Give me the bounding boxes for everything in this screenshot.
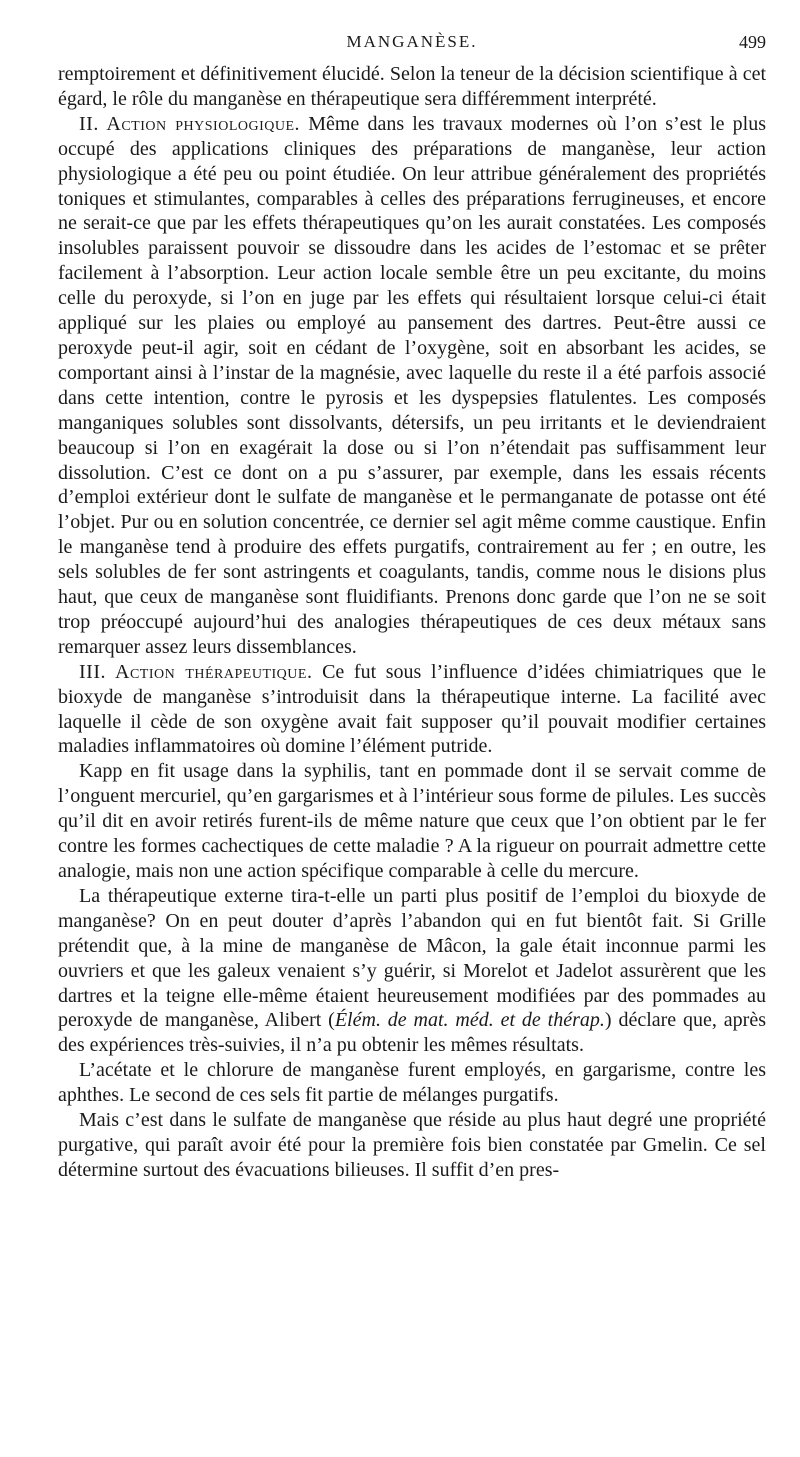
paragraph: [58, 759, 766, 884]
paragraph-text: remptoirement et définitivement élucidé. Selon la teneur de la décision scientifique à cet égard, le rôle du manganèse en thérapeutique sera différemment interprété.: [58, 63, 766, 110]
paragraph: [58, 884, 766, 1058]
section-physiological-action: [58, 112, 766, 660]
running-title: MANGANÈSE.: [346, 32, 478, 51]
paragraph-text: ) déclare que, après des expériences très-suivies, il n’a pu obtenir les mêmes résultats.: [58, 1009, 766, 1057]
paragraph: [58, 1108, 766, 1183]
citation: Élém. de mat. méd. et de thérap.: [334, 1009, 605, 1032]
page-number: 499: [739, 32, 766, 52]
book-page: [58, 28, 766, 1183]
paragraph-text: L’acétate et le chlorure de manganèse furent employés, en gargarisme, contre les aphthes. Le second de ces sels fit partie de mélanges purgatifs.: [58, 1059, 766, 1107]
section-heading: II. Action physiologique.: [79, 112, 301, 135]
paragraph-text: Même dans les travaux modernes où l’on s’est le plus occupé des applications cliniques des préparations de manganèse, leur action physiologique a été peu ou point étudiée. On leur attribue généralement des propriétés toniques et stimulantes, comparables à celles des préparations ferrugineuses, et encore ne serait-ce que par les effets thérapeutiques qu’on les aurait constatées. Les composés insolubles paraissent pouvoir se dissoudre dans les acides de l’estomac et se prêter facilement à l’absorption. Leur action locale semble être un peu excitante, du moins celle du peroxyde, si l’on en juge par les effets qui résultaient lorsque celui-ci était appliqué sur les plaies ou employé au pansement des dartres. Peut-être aussi ce peroxyde peut-il agir, soit en cédant de l’oxygène, soit en absorbant les acides, se comportant ainsi à l’instar de la magnésie, avec laquelle du reste il a été parfois associé dans cette intention, contre le pyrosis et les dyspepsies flatulentes. Les composés manganiques solubles sont dissolvants, détersifs, un peu irritants et le deviendraient beaucoup si l’on en exagérait la dose ou si l’on n’étendait pas suffisamment leur dissolution. C’est ce dont on a pu s’assurer, par exemple, dans les essais récents d’emploi extérieur dont le sulfate de manganèse et le permanganate de potasse ont été l’objet. Pur ou en solution concentrée, ce dernier sel agit même comme caustique. Enfin le manganèse tend à produire des effets purgatifs, contrairement au fer ; en outre, les sels solubles de fer sont astringents et coagulants, tandis, comme nous le disions plus haut, que ceux de manganèse sont fluidifiants. Prenons donc garde que l’on ne se soit trop préoccupé aujourd’hui des analogies thérapeutiques de ces deux métaux sans remarquer assez leurs dissemblances.: [58, 112, 766, 658]
running-head: [58, 28, 766, 54]
paragraph-continuation: [58, 62, 766, 112]
paragraph-text: Ce fut sous l’influence d’idées chimiatriques que le bioxyde de manganèse s’introduisit dans la thérapeutique interne. La facilité avec laquelle il cède de son oxygène avait fait supposer qu’il pouvait modifier certaines maladies inflammatoires où domine l’élément putride.: [58, 660, 766, 758]
paragraph-text: La thérapeutique externe tira-t-elle un parti plus positif de l’emploi du bioxyde de manganèse? On en peut douter d’après l’abandon qui en fut bientôt fait. Si Grille prétendit que, à la mine de manganèse de Mâcon, la gale était inconnue parmi les ouvriers et que les galeux venaient s’y guérir, si Morelot et Jadelot assurèrent que les dartres et la teigne elle-même étaient heureusement modifiées par des pommades au peroxyde de manganèse, Alibert (: [58, 884, 766, 1032]
paragraph: [58, 1058, 766, 1108]
paragraph-text: Kapp en fit usage dans la syphilis, tant en pommade dont il se servait comme de l’onguent mercuriel, qu’en gargarismes et à l’intérieur sous forme de pilules. Les succès qu’il dit en avoir retirés furent-ils de même nature que ceux que l’on obtient par le fer contre les formes cachectiques de cette maladie ? A la rigueur on pourrait admettre cette analogie, mais non une action spécifique comparable à celle du mercure.: [58, 760, 766, 882]
body-text: [58, 62, 766, 1183]
paragraph-text: Mais c’est dans le sulfate de manganèse que réside au plus haut degré une propriété purgative, qui paraît avoir été pour la première fois bien constatée par Gmelin. Ce sel détermine surtout des évacuations bilieuses. Il suffit d’en pres-: [58, 1109, 766, 1181]
section-therapeutic-action: [58, 660, 766, 760]
section-heading: III. Action thérapeutique.: [79, 660, 313, 683]
